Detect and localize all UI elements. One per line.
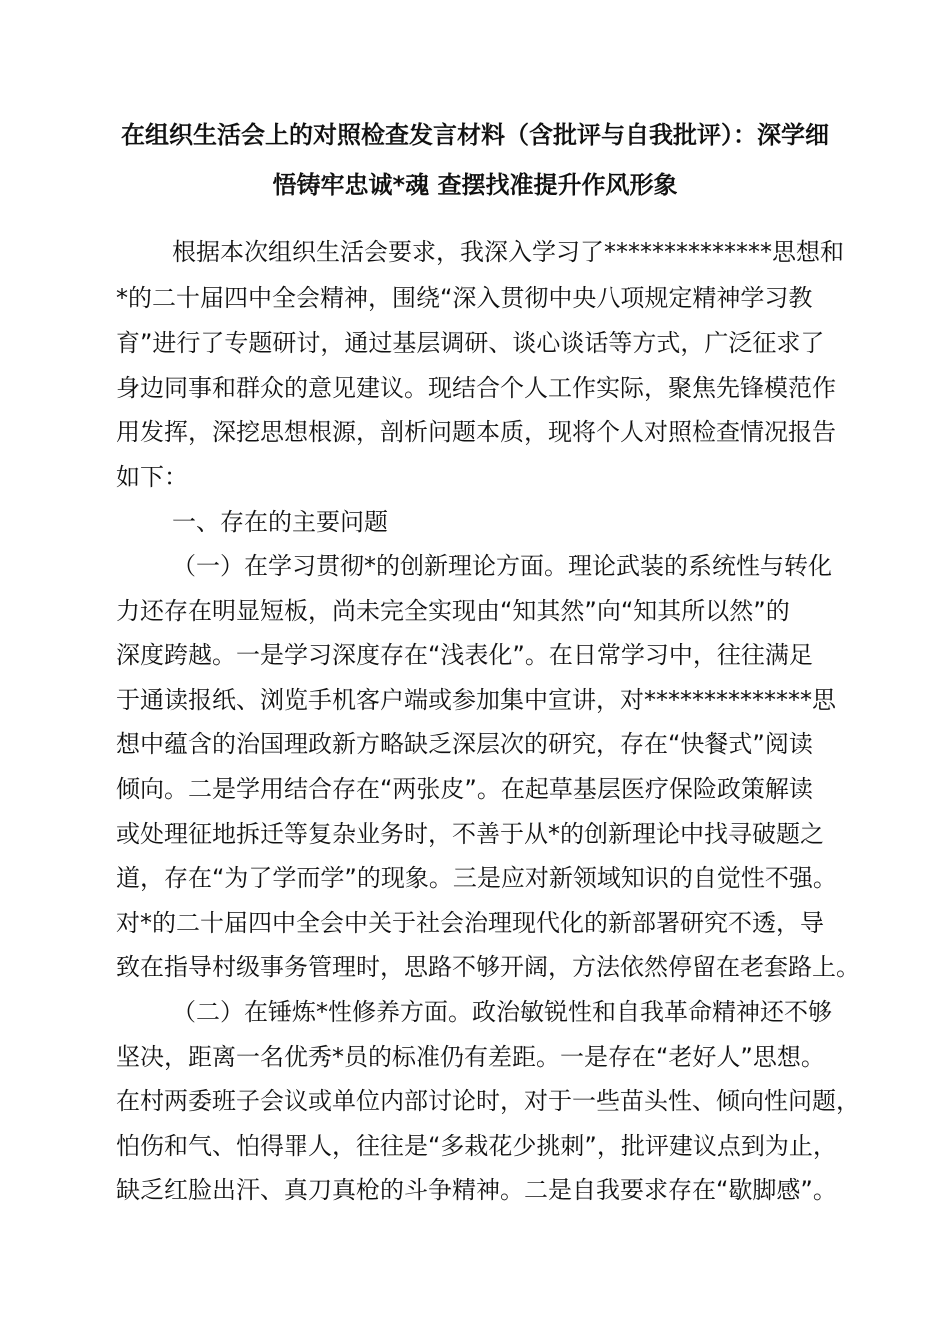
body-line-8: （一）在学习贯彻*的创新理论方面。理论武装的系统性与转化 [172,552,832,580]
body-line-22: 缺乏红脸出汗、真刀真枪的斗争精神。二是自我要求存在“歇脚感”。 [116,1176,837,1204]
body-line-19: 坚决，距离一名优秀*员的标准仍有差距。一是存在“老好人”思想。 [116,1043,825,1071]
body-line-11: 于通读报纸、浏览手机客户端或参加集中宣讲，对**************思 [116,686,836,714]
body-line-20: 在村两委班子会议或单位内部讨论时，对于一些苗头性、倾向性问题， [116,1087,860,1115]
body-line-17: 致在指导村级事务管理时，思路不够开阔，方法依然停留在老套路上。 [116,953,860,981]
body-line-4: 身边同事和群众的意见建议。现结合个人工作实际，聚焦先锋模范作 [116,374,836,402]
body-line-9: 力还存在明显短板，尚未完全实现由“知其然”向“知其所以然”的 [116,597,790,625]
body-line-3: 育”进行了专题研讨，通过基层调研、谈心谈话等方式，广泛征求了 [116,329,825,357]
body-line-18: （二）在锤炼*性修养方面。政治敏锐性和自我革命精神还不够 [172,998,832,1026]
body-line-2: *的二十届四中全会精神，围绕“深入贯彻中央八项规定精神学习教 [116,284,813,312]
body-line-1: 根据本次组织生活会要求，我深入学习了**************思想和 [172,238,844,266]
body-line-5: 用发挥，深挖思想根源，剖析问题本质，现将个人对照检查情况报告 [116,418,836,446]
body-line-13: 倾向。二是学用结合存在“两张皮”。在起草基层医疗保险政策解读 [116,775,813,803]
body-line-6: 如下： [116,463,188,491]
body-line-14: 或处理征地拆迁等复杂业务时，不善于从*的创新理论中找寻破题之 [116,820,824,848]
body-line-21: 怕伤和气、怕得罪人，往往是“多栽花少挑刺”，批评建议点到为止， [116,1132,837,1160]
body-line-15: 道，存在“为了学而学”的现象。三是应对新领域知识的自觉性不强。 [116,864,837,892]
body-line-10: 深度跨越。一是学习深度存在“浅表化”。在日常学习中，往往满足 [116,641,813,669]
body-line-12: 想中蕴含的治国理政新方略缺乏深层次的研究，存在“快餐式”阅读 [116,730,813,758]
section-heading-1: 一、存在的主要问题 [172,508,388,536]
document-title-line-1: 在组织生活会上的对照检查发言材料（含批评与自我批评）：深学细 [121,121,829,149]
body-line-16: 对*的二十届四中全会中关于社会治理现代化的新部署研究不透，导 [116,909,824,937]
document-title-line-2: 悟铸牢忠诚*魂 查摆找准提升作风形象 [272,171,678,199]
